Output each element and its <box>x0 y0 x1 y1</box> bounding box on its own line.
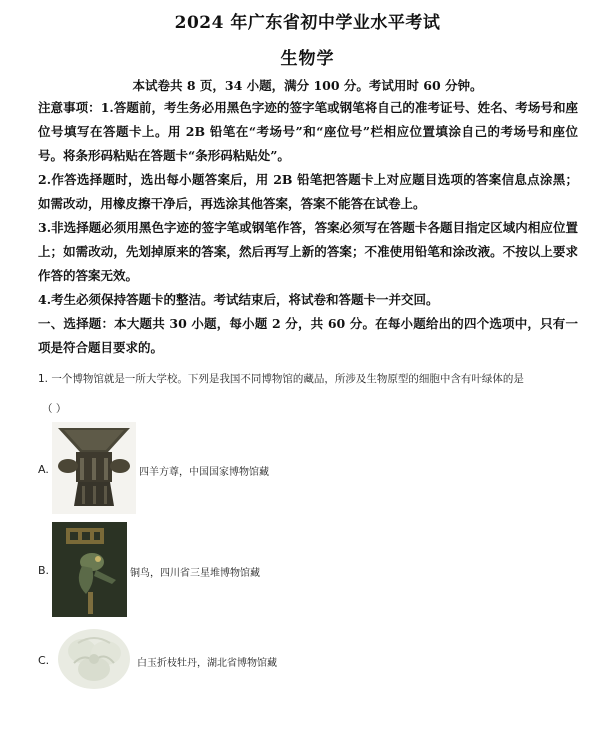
instruction-1: 注意事项：1.答题前，考生务必用黑色字迹的签字笔或钢笔将自己的准考证号、姓名、考场号和座位号填写在答题卡上。用 2B 铅笔在“考场号”和“座位号”栏相应位置填涂自己的考场号和座位号。将条形码粘贴在答题卡“条形码粘贴处”。 <box>38 100 578 163</box>
option-b-image <box>52 522 127 617</box>
option-a-letter: A. <box>38 463 49 476</box>
instruction-4: 4.考生必须保持答题卡的整洁。考试结束后，将试卷和答题卡一并交回。 <box>38 292 439 307</box>
option-a-caption: 四羊方尊，中国国家博物馆藏 <box>139 467 269 478</box>
question-1-stem: 1. 一个博物馆就是一所大学校。下列是我国不同博物馆的藏品，所涉及生物原型的细胞中含有叶绿体的是 <box>38 373 524 385</box>
instruction-2: 2.作答选择题时，选出每小题答案后，用 2B 铅笔把答题卡上对应题目选项的答案信息点涂黑；如需改动，用橡皮擦干净后，再选涂其他答案，答案不能答在试卷上。 <box>38 172 578 211</box>
option-c-letter: C. <box>38 654 50 667</box>
option-a-image <box>52 422 136 514</box>
exam-meta: 本试卷共 8 页，34 小题，满分 100 分。考试用时 60 分钟。 <box>132 78 483 93</box>
option-b-letter: B. <box>38 564 50 577</box>
option-c-image <box>54 623 134 695</box>
option-b-caption: 铜鸟，四川省三星堆博物馆藏 <box>130 568 260 579</box>
instructions <box>38 96 578 360</box>
instruction-3: 3.非选择题必须用黑色字迹的签字笔或钢笔作答，答案必须写在答题卡各题目指定区域内相应位置上；如需改动，先划掉原来的答案，然后再写上新的答案；不准使用铅笔和涂改液。不按以上要求作答的答案无效。 <box>38 220 578 283</box>
exam-subject: 生物学 <box>280 49 335 69</box>
answer-blank: （ ） <box>42 403 67 415</box>
exam-title: 2024 年广东省初中学业水平考试 <box>174 13 441 33</box>
section-heading: 一、选择题：本大题共 30 小题，每小题 2 分，共 60 分。在每小题给出的四个选项中，只有一项是符合题目要求的。 <box>38 316 578 355</box>
option-c-caption: 白玉折枝牡丹，湖北省博物馆藏 <box>137 658 277 669</box>
